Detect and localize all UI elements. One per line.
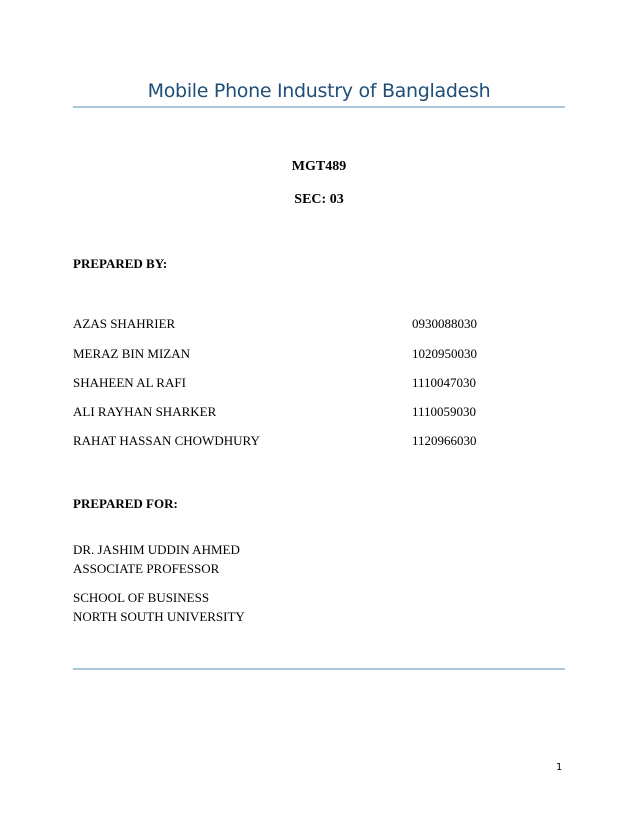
member-name: MERAZ BIN MIZAN (73, 346, 190, 361)
page-number: 1 (556, 762, 563, 773)
prepared-for-label: PREPARED FOR: (73, 496, 178, 511)
recipient-university: NORTH SOUTH UNIVERSITY (73, 609, 245, 624)
member-name: RAHAT HASSAN CHOWDHURY (73, 433, 260, 448)
course-code: MGT489 (291, 159, 347, 174)
member-id: 0930088030 (412, 316, 477, 331)
member-name: SHAHEEN AL RAFI (73, 375, 186, 390)
section-number: SEC: 03 (294, 192, 344, 207)
member-id: 1020950030 (412, 346, 477, 361)
member-name: ALI RAYHAN SHARKER (73, 404, 217, 419)
recipient-name: DR. JASHIM UDDIN AHMED (73, 542, 240, 557)
title-divider (73, 106, 565, 108)
recipient-position: ASSOCIATE PROFESSOR (73, 561, 220, 576)
member-id: 1110047030 (412, 375, 477, 390)
member-row (73, 375, 565, 393)
member-row (73, 316, 565, 334)
member-id: 1120966030 (412, 433, 477, 448)
footer-divider (73, 668, 565, 670)
member-row (73, 346, 565, 364)
member-id: 1110059030 (412, 404, 477, 419)
document-title: Mobile Phone Industry of Bangladesh (147, 80, 491, 102)
member-name: AZAS SHAHRIER (73, 316, 176, 331)
member-row (73, 433, 565, 451)
recipient-school: SCHOOL OF BUSINESS (73, 590, 210, 605)
member-row (73, 404, 565, 422)
prepared-by-label: PREPARED BY: (73, 256, 168, 271)
